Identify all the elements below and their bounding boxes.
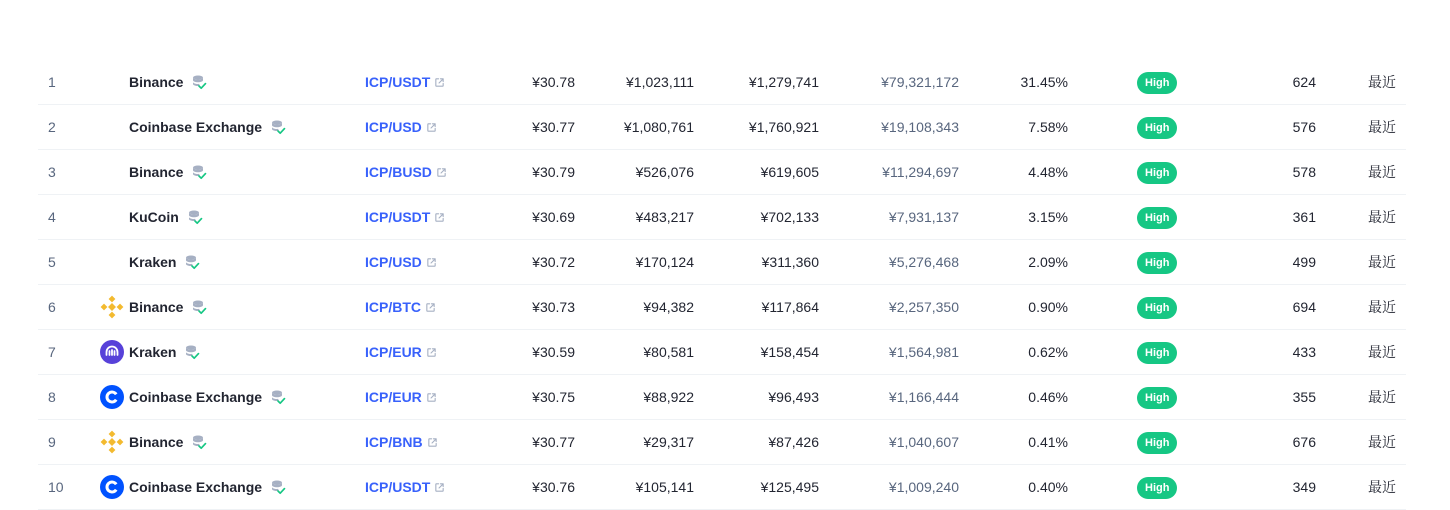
confidence-badge: High xyxy=(1137,387,1177,409)
external-link-icon xyxy=(434,77,445,88)
depth-minus-cell: ¥619,605 xyxy=(760,164,819,180)
liquidity-score-cell: 349 xyxy=(1292,479,1316,495)
depth-plus-cell: ¥29,317 xyxy=(643,434,694,450)
external-link-icon xyxy=(434,212,445,223)
database-check-icon[interactable] xyxy=(184,254,200,270)
table-row[interactable] xyxy=(38,60,1406,105)
rank-cell: 9 xyxy=(48,434,56,450)
updated-cell: 最近 xyxy=(1368,209,1396,225)
rank-cell: 2 xyxy=(48,119,56,135)
updated-cell: 最近 xyxy=(1368,119,1396,135)
depth-plus-cell: ¥94,382 xyxy=(643,299,694,315)
volume-cell: ¥11,294,697 xyxy=(882,164,959,180)
liquidity-score-cell: 361 xyxy=(1292,209,1316,225)
confidence-badge: High xyxy=(1137,477,1177,499)
pair-link[interactable] xyxy=(365,420,438,464)
coinbase-logo-icon xyxy=(100,475,124,499)
volume-share-cell: 2.09% xyxy=(1028,254,1068,270)
price-cell: ¥30.79 xyxy=(532,164,575,180)
updated-cell: 最近 xyxy=(1368,389,1396,405)
exchange-name: Coinbase Exchange xyxy=(129,389,263,405)
pair-link[interactable] xyxy=(365,465,445,509)
table-row[interactable] xyxy=(38,330,1406,375)
exchange-name-link[interactable] xyxy=(129,285,207,329)
pair-label: ICP/EUR xyxy=(365,344,422,360)
rank-cell: 10 xyxy=(48,479,64,495)
pair-label: ICP/USDT xyxy=(365,74,431,90)
volume-share-cell: 0.46% xyxy=(1028,389,1068,405)
exchange-logo xyxy=(100,105,124,149)
pair-link[interactable] xyxy=(365,60,445,104)
volume-share-cell: 7.58% xyxy=(1028,119,1068,135)
confidence-badge: High xyxy=(1137,117,1177,139)
exchange-name-link[interactable] xyxy=(129,240,200,284)
depth-minus-cell: ¥311,360 xyxy=(761,254,819,270)
database-check-icon[interactable] xyxy=(191,74,207,90)
confidence-cell xyxy=(1137,195,1177,239)
updated-cell: 最近 xyxy=(1368,254,1396,270)
price-cell: ¥30.59 xyxy=(532,344,575,360)
table-row[interactable] xyxy=(38,240,1406,285)
exchange-name: Binance xyxy=(129,74,184,90)
external-link-icon xyxy=(426,392,437,403)
price-cell: ¥30.69 xyxy=(532,209,575,225)
database-check-icon[interactable] xyxy=(184,344,200,360)
pair-label: ICP/USDT xyxy=(365,479,431,495)
exchange-name-link[interactable] xyxy=(129,420,207,464)
table-row[interactable] xyxy=(38,195,1406,240)
external-link-icon xyxy=(425,302,436,313)
depth-plus-cell: ¥483,217 xyxy=(635,209,694,225)
liquidity-score-cell: 578 xyxy=(1292,164,1316,180)
price-cell: ¥30.76 xyxy=(532,479,575,495)
pair-link[interactable] xyxy=(365,240,437,284)
volume-cell: ¥79,321,172 xyxy=(881,74,959,90)
table-row[interactable] xyxy=(38,375,1406,420)
liquidity-score-cell: 624 xyxy=(1292,74,1316,90)
confidence-cell xyxy=(1137,150,1177,194)
confidence-cell xyxy=(1137,60,1177,104)
kraken-logo-icon xyxy=(100,340,124,364)
liquidity-score-cell: 694 xyxy=(1292,299,1316,315)
depth-plus-cell: ¥105,141 xyxy=(635,479,694,495)
pair-label: ICP/USD xyxy=(365,254,422,270)
database-check-icon[interactable] xyxy=(270,389,286,405)
external-link-icon xyxy=(427,437,438,448)
database-check-icon[interactable] xyxy=(187,209,203,225)
external-link-icon xyxy=(426,122,437,133)
external-link-icon xyxy=(426,347,437,358)
exchange-logo xyxy=(100,60,124,104)
depth-plus-cell: ¥1,023,111 xyxy=(626,74,694,90)
pair-link[interactable] xyxy=(365,330,437,374)
depth-plus-cell: ¥88,922 xyxy=(643,389,694,405)
exchange-logo xyxy=(100,420,124,464)
pair-label: ICP/USD xyxy=(365,119,422,135)
volume-share-cell: 31.45% xyxy=(1020,74,1068,90)
table-row[interactable] xyxy=(38,150,1406,195)
pair-label: ICP/BUSD xyxy=(365,164,432,180)
pair-link[interactable] xyxy=(365,285,436,329)
price-cell: ¥30.77 xyxy=(532,434,575,450)
confidence-badge: High xyxy=(1137,297,1177,319)
liquidity-score-cell: 433 xyxy=(1292,344,1316,360)
binance-logo-icon xyxy=(100,430,124,454)
volume-cell: ¥1,040,607 xyxy=(888,434,959,450)
exchange-name: Binance xyxy=(129,299,184,315)
rank-cell: 1 xyxy=(48,74,56,90)
database-check-icon[interactable] xyxy=(191,299,207,315)
exchange-name: Kraken xyxy=(129,344,177,360)
price-cell: ¥30.73 xyxy=(532,299,575,315)
confidence-cell xyxy=(1137,105,1177,149)
depth-minus-cell: ¥87,426 xyxy=(768,434,819,450)
exchange-name-link[interactable] xyxy=(129,60,207,104)
volume-cell: ¥1,009,240 xyxy=(888,479,959,495)
liquidity-score-cell: 576 xyxy=(1292,119,1316,135)
pair-label: ICP/BTC xyxy=(365,299,421,315)
external-link-icon xyxy=(436,167,447,178)
exchange-logo xyxy=(100,150,124,194)
pair-link[interactable] xyxy=(365,150,447,194)
exchange-logo xyxy=(100,465,124,509)
exchange-name: Coinbase Exchange xyxy=(129,479,263,495)
exchange-logo xyxy=(100,240,124,284)
depth-minus-cell: ¥1,760,921 xyxy=(748,119,819,135)
database-check-icon[interactable] xyxy=(270,479,286,495)
exchange-logo xyxy=(100,195,124,239)
confidence-cell xyxy=(1137,330,1177,374)
rank-cell: 5 xyxy=(48,254,56,270)
exchange-name: KuCoin xyxy=(129,209,179,225)
volume-share-cell: 0.90% xyxy=(1028,299,1068,315)
confidence-badge: High xyxy=(1137,432,1177,454)
volume-share-cell: 3.15% xyxy=(1028,209,1068,225)
updated-cell: 最近 xyxy=(1368,344,1396,360)
confidence-cell xyxy=(1137,240,1177,284)
updated-cell: 最近 xyxy=(1368,74,1396,90)
depth-minus-cell: ¥702,133 xyxy=(760,209,819,225)
volume-cell: ¥2,257,350 xyxy=(888,299,959,315)
confidence-cell xyxy=(1137,375,1177,419)
rank-cell: 6 xyxy=(48,299,56,315)
exchange-name: Kraken xyxy=(129,254,177,270)
confidence-cell xyxy=(1137,285,1177,329)
updated-cell: 最近 xyxy=(1368,479,1396,495)
confidence-badge: High xyxy=(1137,72,1177,94)
confidence-badge: High xyxy=(1137,162,1177,184)
updated-cell: 最近 xyxy=(1368,434,1396,450)
exchange-logo xyxy=(100,285,124,329)
depth-minus-cell: ¥1,279,741 xyxy=(748,74,819,90)
confidence-badge: High xyxy=(1137,252,1177,274)
exchange-name: Binance xyxy=(129,164,184,180)
volume-share-cell: 0.62% xyxy=(1028,344,1068,360)
pair-label: ICP/EUR xyxy=(365,389,422,405)
price-cell: ¥30.75 xyxy=(532,389,575,405)
liquidity-score-cell: 676 xyxy=(1292,434,1316,450)
depth-minus-cell: ¥96,493 xyxy=(768,389,819,405)
exchange-name-link[interactable] xyxy=(129,375,286,419)
database-check-icon[interactable] xyxy=(191,164,207,180)
volume-cell: ¥1,166,444 xyxy=(888,389,959,405)
market-pairs-table xyxy=(38,60,1406,510)
depth-plus-cell: ¥526,076 xyxy=(635,164,694,180)
depth-minus-cell: ¥117,864 xyxy=(761,299,819,315)
table-row[interactable] xyxy=(38,465,1406,510)
table-row[interactable] xyxy=(38,285,1406,330)
pair-link[interactable] xyxy=(365,105,437,149)
liquidity-score-cell: 499 xyxy=(1292,254,1316,270)
volume-cell: ¥19,108,343 xyxy=(881,119,959,135)
database-check-icon[interactable] xyxy=(270,119,286,135)
exchange-name: Coinbase Exchange xyxy=(129,119,263,135)
pair-link[interactable] xyxy=(365,195,445,239)
pair-label: ICP/USDT xyxy=(365,209,431,225)
exchange-name-link[interactable] xyxy=(129,105,286,149)
exchange-name-link[interactable] xyxy=(129,150,207,194)
confidence-badge: High xyxy=(1137,342,1177,364)
exchange-name-link[interactable] xyxy=(129,195,203,239)
binance-logo-icon xyxy=(100,295,124,319)
volume-share-cell: 0.40% xyxy=(1028,479,1068,495)
price-cell: ¥30.77 xyxy=(532,119,575,135)
updated-cell: 最近 xyxy=(1368,299,1396,315)
depth-plus-cell: ¥170,124 xyxy=(635,254,694,270)
database-check-icon[interactable] xyxy=(191,434,207,450)
liquidity-score-cell: 355 xyxy=(1292,389,1316,405)
depth-minus-cell: ¥125,495 xyxy=(760,479,819,495)
exchange-name: Binance xyxy=(129,434,184,450)
table-row[interactable] xyxy=(38,420,1406,465)
rank-cell: 3 xyxy=(48,164,56,180)
external-link-icon xyxy=(434,482,445,493)
price-cell: ¥30.72 xyxy=(532,254,575,270)
rank-cell: 8 xyxy=(48,389,56,405)
updated-cell: 最近 xyxy=(1368,164,1396,180)
rank-cell: 7 xyxy=(48,344,56,360)
volume-cell: ¥1,564,981 xyxy=(888,344,959,360)
external-link-icon xyxy=(426,257,437,268)
confidence-cell xyxy=(1137,420,1177,464)
pair-label: ICP/BNB xyxy=(365,434,423,450)
depth-plus-cell: ¥80,581 xyxy=(643,344,694,360)
exchange-logo xyxy=(100,330,124,374)
coinbase-logo-icon xyxy=(100,385,124,409)
volume-cell: ¥7,931,137 xyxy=(888,209,959,225)
depth-minus-cell: ¥158,454 xyxy=(760,344,819,360)
rank-cell: 4 xyxy=(48,209,56,225)
volume-cell: ¥5,276,468 xyxy=(888,254,959,270)
table-row[interactable] xyxy=(38,105,1406,150)
exchange-name-link[interactable] xyxy=(129,465,286,509)
volume-share-cell: 0.41% xyxy=(1028,434,1068,450)
confidence-cell xyxy=(1137,465,1177,509)
confidence-badge: High xyxy=(1137,207,1177,229)
pair-link[interactable] xyxy=(365,375,437,419)
price-cell: ¥30.78 xyxy=(532,74,575,90)
exchange-name-link[interactable] xyxy=(129,330,200,374)
depth-plus-cell: ¥1,080,761 xyxy=(623,119,694,135)
exchange-logo xyxy=(100,375,124,419)
volume-share-cell: 4.48% xyxy=(1028,164,1068,180)
